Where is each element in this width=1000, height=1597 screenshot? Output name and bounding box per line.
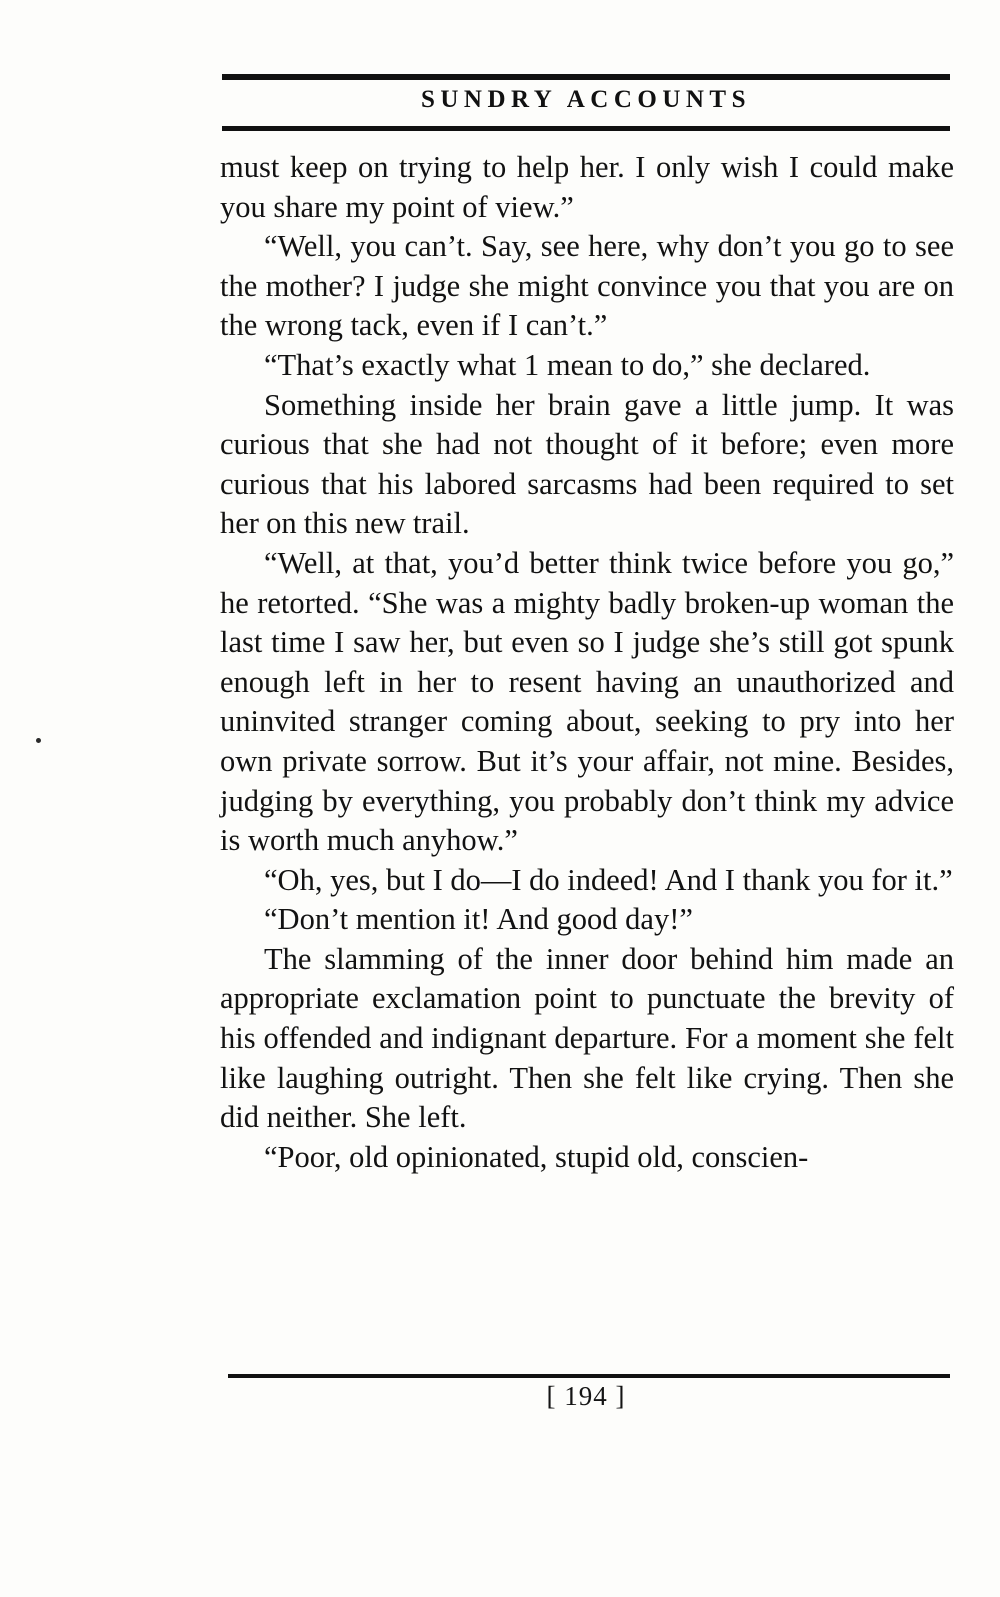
paragraph: “That’s exactly what 1 mean to do,” she declared. [264,347,871,382]
paragraph: The slamming of the inner door behind him made an appropriate exclamation point to punctuate the brevity of his offended and indignant departure. For a moment she felt like laughing outright. Then she felt like crying. Then she did neither. She left. [220,941,954,1135]
paragraph: “Don’t mention it! And good day!” [264,902,693,937]
page-number: [ 194 ] [546,1381,626,1411]
header-rule-bottom [222,126,950,131]
paragraph: “Well, you can’t. Say, see here, why don’t you go to see the mother? I judge she might convince you that you are on the wrong tack, even if I can’t.” [220,229,954,343]
footer-rule [228,1374,950,1378]
header-rule-top [222,74,950,80]
body-text-column [220,148,954,1177]
paragraph: “Poor, old opinionated, stupid old, conscien- [264,1139,809,1174]
paragraph: “Well, at that, you’d better think twice before you go,” he retorted. “She was a mighty badly broken-up woman the last time I saw her, but even so I judge she’s still got spunk enough left in her to resent having an unauthorized and uninvited stranger coming about, seeking to pry into her own private sorrow. But it’s your affair, not mine. Besides, judging by everything, you probably don’t think my advice is worth much anyhow.” [220,545,954,858]
running-head: SUNDRY ACCOUNTS [420,86,752,113]
paragraph: “Oh, yes, but I do—I do indeed! And I thank you for it.” [264,862,953,897]
scan-speck [36,738,41,743]
paragraph: Something inside her brain gave a little jump. It was curious that she had not thought of it before; even more curious that his labored sarcasms had been required to set her on this new trail. [220,387,954,541]
paragraph: must keep on trying to help her. I only wish I could make you share my point of view.” [220,150,954,224]
